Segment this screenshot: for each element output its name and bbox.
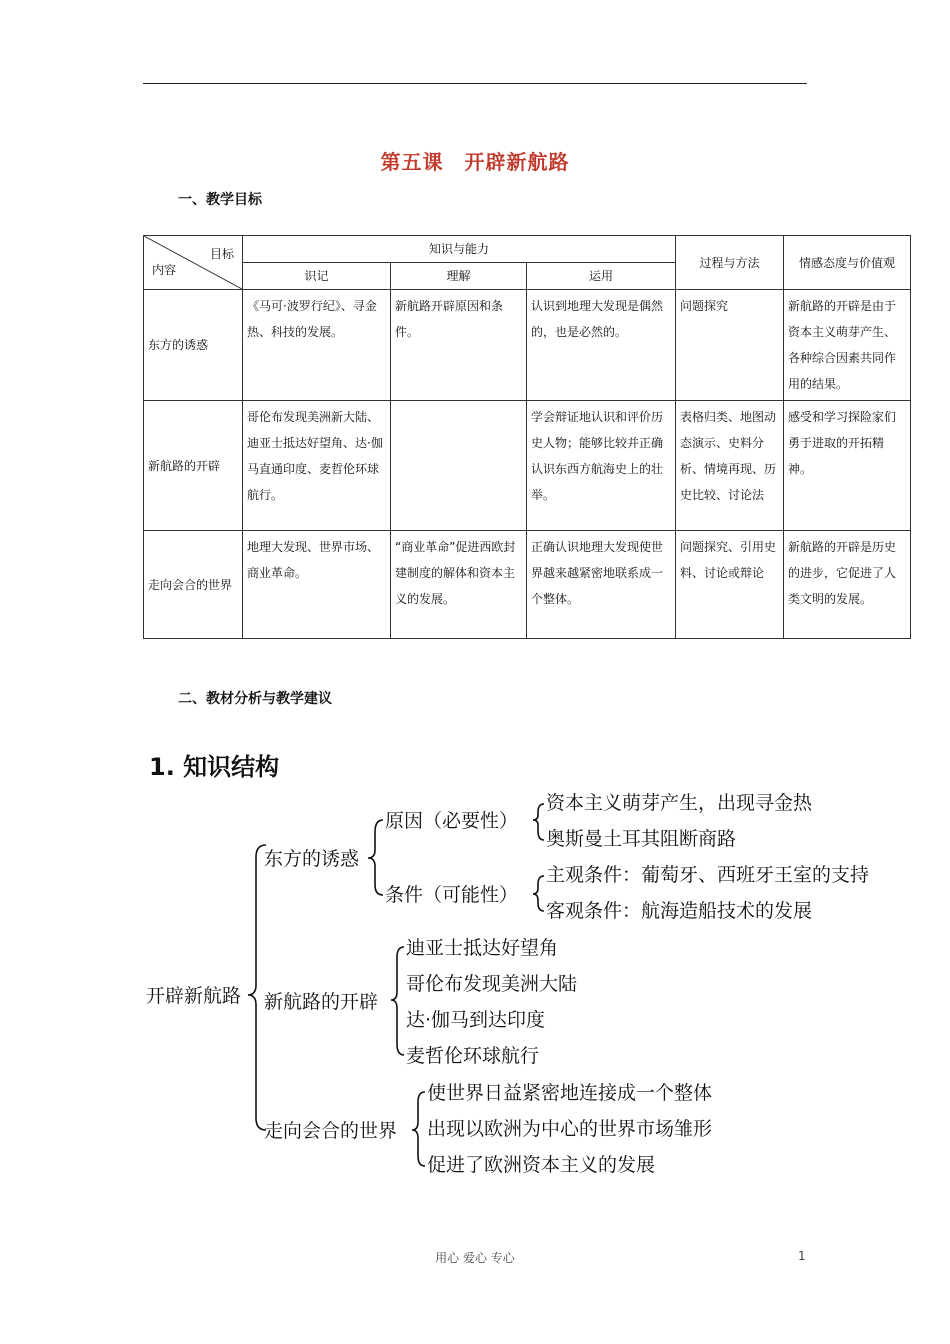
branch3-brace bbox=[412, 1092, 425, 1166]
cell-apply: 认识到地理大发现是偶然的，也是必然的。 bbox=[527, 290, 676, 401]
cell-process: 问题探究、引用史料、讨论或辩论 bbox=[676, 531, 784, 639]
section-heading-objectives: 一、教学目标 bbox=[178, 192, 262, 208]
row-name: 新航路的开辟 bbox=[144, 401, 243, 531]
cell-emotion: 新航路的开辟是由于资本主义萌芽产生、各种综合因素共同作用的结果。 bbox=[784, 290, 911, 401]
tree-leaf: 主观条件：葡萄牙、西班牙王室的支持 bbox=[546, 864, 870, 886]
branch1-brace bbox=[368, 820, 383, 895]
cause-brace bbox=[533, 804, 544, 840]
tree-node-cause: 原因（必要性） bbox=[385, 810, 519, 832]
header-knowledge-ability: 知识与能力 bbox=[243, 236, 676, 263]
cell-apply: 学会辩证地认识和评价历史人物；能够比较并正确认识东西方航海史上的壮举。 bbox=[527, 401, 676, 531]
corner-label-content: 内容 bbox=[152, 263, 177, 277]
cell-understand: 新航路开辟原因和条件。 bbox=[391, 290, 527, 401]
header-emotion-values: 情感态度与价值观 bbox=[784, 236, 911, 290]
tree-root: 开辟新航路 bbox=[146, 985, 242, 1007]
cell-memory: 《马可·波罗行纪》、寻金热、科技的发展。 bbox=[243, 290, 391, 401]
cell-memory: 地理大发现、世界市场、商业革命。 bbox=[243, 531, 391, 639]
condition-brace bbox=[533, 876, 544, 911]
cell-apply: 正确认识地理大发现使世界越来越紧密地联系成一个整体。 bbox=[527, 531, 676, 639]
cell-process: 问题探究 bbox=[676, 290, 784, 401]
tree-leaf: 麦哲伦环球航行 bbox=[406, 1045, 540, 1067]
row-name: 东方的诱惑 bbox=[144, 290, 243, 401]
branch2-brace bbox=[391, 947, 404, 1055]
cell-understand: “商业革命”促进西欧封建制度的解体和资本主义的发展。 bbox=[391, 531, 527, 639]
tree-node-condition: 条件（可能性） bbox=[385, 884, 519, 906]
tree-leaf: 奥斯曼土耳其阻断商路 bbox=[546, 828, 737, 850]
tree-leaf: 达·伽马到达印度 bbox=[406, 1009, 546, 1031]
tree-leaf: 促进了欧洲资本主义的发展 bbox=[427, 1154, 656, 1176]
cell-process: 表格归类、地图动态演示、史料分析、情境再现、历史比较、讨论法 bbox=[676, 401, 784, 531]
tree-leaf: 使世界日益紧密地连接成一个整体 bbox=[427, 1082, 713, 1104]
header-process-method: 过程与方法 bbox=[676, 236, 784, 290]
tree-branch-new-routes: 新航路的开辟 bbox=[264, 991, 379, 1013]
header-apply: 运用 bbox=[527, 263, 676, 290]
tree-branch-eastern-lure: 东方的诱惑 bbox=[264, 848, 360, 870]
row-name: 走向会合的世界 bbox=[144, 531, 243, 639]
corner-label-objective: 目标 bbox=[209, 247, 234, 261]
tree-leaf: 客观条件：航海造船技术的发展 bbox=[546, 900, 813, 922]
tree-leaf: 出现以欧洲为中心的世界市场雏形 bbox=[427, 1118, 713, 1140]
cell-memory: 哥伦布发现美洲新大陆、迪亚士抵达好望角、达·伽马直通印度、麦哲伦环球航行。 bbox=[243, 401, 391, 531]
tree-leaf: 哥伦布发现美洲大陆 bbox=[406, 973, 578, 995]
page-title: 第五课 开辟新航路 bbox=[380, 150, 570, 174]
page-number: 1 bbox=[798, 1249, 806, 1263]
cell-emotion: 感受和学习探险家们勇于进取的开拓精神。 bbox=[784, 401, 911, 531]
root-brace bbox=[248, 845, 266, 1130]
tree-branch-converging-world: 走向会合的世界 bbox=[264, 1120, 398, 1142]
cell-emotion: 新航路的开辟是历史的进步，它促进了人类文明的发展。 bbox=[784, 531, 911, 639]
header-memory: 识记 bbox=[243, 263, 391, 290]
knowledge-structure-title: 1. 知识结构 bbox=[149, 753, 280, 781]
section-heading-analysis: 二、教材分析与教学建议 bbox=[178, 691, 332, 707]
page-footer: 用心 爱心 专心 bbox=[435, 1251, 515, 1265]
tree-leaf: 资本主义萌芽产生，出现寻金热 bbox=[546, 792, 813, 814]
tree-leaf: 迪亚士抵达好望角 bbox=[406, 937, 559, 959]
header-understand: 理解 bbox=[391, 263, 527, 290]
